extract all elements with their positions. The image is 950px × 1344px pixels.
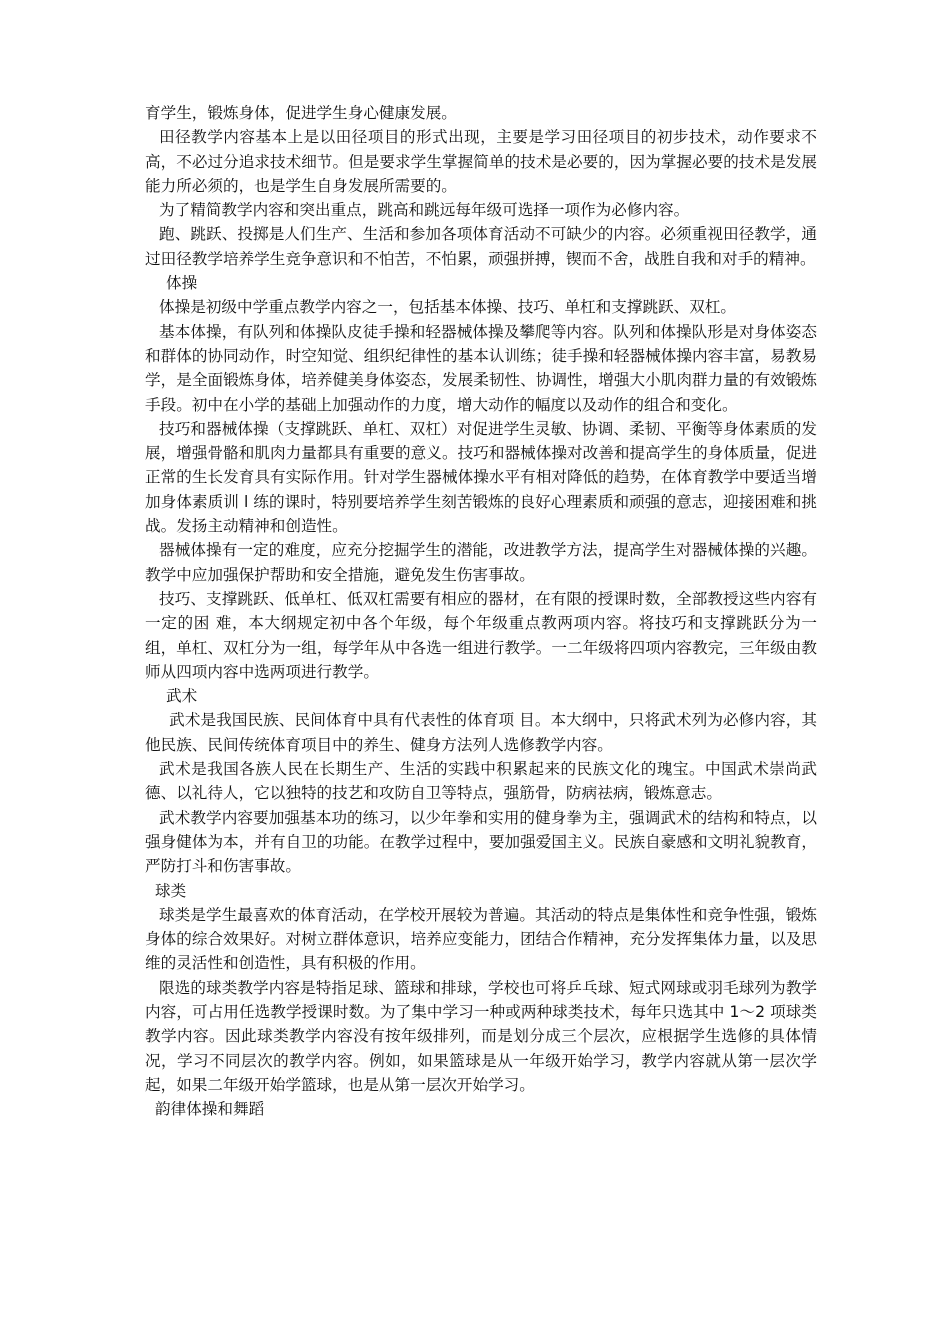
paragraph-skills-apparatus: 技巧和器械体操（支撑跳跃、单杠、双杠）对促进学生灵敏、协调、柔韧、平衡等身体素质的发展，增强骨骼和肌肉力量都具有重要的意义。技巧和器械体操对改善和提高学生的身体质量，促进正常的生长发育具有实际作用。针对学生器械体操水平有相对降低的趋势，在体育教学中要适当增加身体素质训 l 练的课时，特别要培养学生刻苦锻炼的良好心理素质和顽强的意志，迎接困难和挑战。发扬主动精神和创造性。: [145, 419, 817, 536]
paragraph-apparatus-difficulty: 器械体操有一定的难度，应充分挖掘学生的潜能，改进教学方法，提高学生对器械体操的兴趣。教学中应加强保护帮助和安全措施，避免发生伤害事故。: [145, 541, 817, 584]
paragraph-ball-games-selection: 限选的球类教学内容是特指足球、篮球和排球，学校也可将乒乓球、短式网球或羽毛球列为教学内容，可占用任选教学授课时数。为了集中学习一种或两种球类技术，每年只选其中 1～2 项球类教学内容。因此球类教学内容没有按年级排列，而是划分成三个层次，应根据学生选修的具体情况，学习不同层次的教学内容。例如，如果篮球是从一年级开始学习，教学内容就从第一层次学起，如果二年级开始学篮球，也是从第一层次开始学习。: [145, 978, 817, 1094]
paragraph-martial-arts-heritage: 武术是我国各族人民在长期生产、生活的实践中积累起来的民族文化的瑰宝。中国武术崇尚武德、以礼待人，它以独特的技艺和攻防自卫等特点，强筋骨，防病祛病，锻炼意志。: [145, 760, 817, 803]
document-page: [145, 101, 817, 1121]
paragraph-basic-gymnastics: 基本体操，有队列和体操队皮徒手操和轻器械体操及攀爬等内容。队列和体操队形是对身体姿态和群体的协同动作，时空知觉、组织纪律性的基本认训练；徒手操和轻器械体操内容丰富，易教易学，是全面锻炼身体，培养健美身体姿态，发展柔韧性、协调性，增强大小肌肉群力量的有效锻炼手段。初中在小学的基础上加强动作的力度，增大动作的幅度以及动作的组合和变化。: [145, 322, 817, 414]
paragraph-intro-end: 育学生，锻炼身体，促进学生身心健康发展。: [145, 104, 457, 122]
paragraph-martial-arts-intro: 武术是我国民族、民间体育中具有代表性的体育项 目。本大纲中，只将武术列为必修内容，其他民族、民间传统体育项目中的养生、健身方法列人选修教学内容。: [145, 711, 817, 754]
paragraph-track-spirit: 跑、跳跃、投掷是人们生产、生活和参加各项体育活动不可缺少的内容。必须重视田径教学，通过田径教学培养学生竞争意识和不怕苦，不怕累，顽强拼搏，锲而不舍，战胜自我和对手的精神。: [145, 225, 817, 268]
section-heading-martial-arts: 武术: [166, 687, 198, 706]
paragraph-ball-games-intro: 球类是学生最喜欢的体育活动，在学校开展较为普遍。其活动的特点是集体性和竞争性强，锻炼身体的综合效果好。对树立群体意识，培养应变能力，团结合作精神，充分发挥集体力量，以及思维的灵活性和创造性，具有积极的作用。: [145, 905, 817, 973]
paragraph-martial-arts-teaching: 武术教学内容要加强基本功的练习，以少年拳和实用的健身拳为主，强调武术的结构和特点，以强身健体为本，并有自卫的功能。在教学过程中，要加强爱国主义。民族自豪感和文明礼貌教育，严防打斗和伤害事故。: [145, 808, 817, 876]
section-heading-rhythmic-dance: 韵律体操和舞蹈: [155, 1100, 265, 1119]
paragraph-track-content: 田径教学内容基本上是以田径项目的形式出现，主要是学习田径项目的初步技术，动作要求不高，不必过分追求技术细节。但是要求学生掌握简单的技术是必要的，因为掌握必要的技术是发展能力所必须的，也是学生自身发展所需要的。: [145, 128, 817, 195]
paragraph-apparatus-scheduling: 技巧、支撑跳跃、低单杠、低双杠需要有相应的器材，在有限的授课时数，全部教授这些内容有一定的困 难，本大纲规定初中各个年级，每个年级重点教两项内容。将技巧和支撑跳跃分为一组，单杠、双杠分为一组，每学年从中各选一组进行教学。一二年级将四项内容教完，三年级由教师从四项内容中选两项进行教学。: [145, 589, 817, 681]
paragraph-track-focus: 为了精简教学内容和突出重点，跳高和跳远每年级可选择一项作为必修内容。: [159, 201, 690, 220]
section-heading-gymnastics: 体操: [166, 274, 198, 293]
paragraph-gymnastics-intro: 体操是初级中学重点教学内容之一，包括基本体操、技巧、单杠和支撑跳跃、双杠。: [159, 298, 737, 317]
section-heading-ball-games: 球类: [155, 881, 187, 900]
